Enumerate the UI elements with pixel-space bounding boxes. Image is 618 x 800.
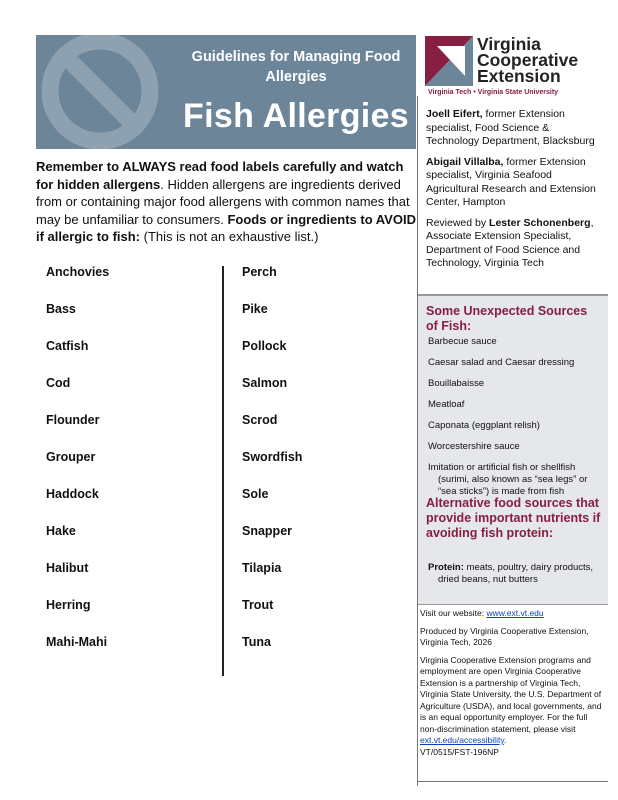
- list-item: Scrod: [242, 413, 278, 427]
- website-link[interactable]: www.ext.vt.edu: [486, 608, 544, 618]
- footer-info: [420, 608, 606, 764]
- reviewer-desc: , Associate Extension Specialist, Department of Food Science and Technology, Virginia Tech: [426, 216, 594, 269]
- list-item: Cod: [46, 376, 71, 390]
- vce-logo: [425, 34, 595, 96]
- list-item: Imitation or artificial fish or shellfish (surimi, also known as “sea legs” or “sea sticks”) is made from fish: [428, 462, 588, 497]
- list-item: Salmon: [242, 376, 288, 390]
- protein-text: meats, poultry, dairy products, dried beans, nut butters: [438, 562, 594, 585]
- author-credits: [426, 108, 602, 278]
- unexpected-sources-box: [418, 294, 608, 605]
- publication-code: VT/0515/FST-196NP: [420, 746, 499, 757]
- list-item: Worcestershire sauce: [428, 441, 520, 452]
- author-desc: former Extension specialist, Virginia Seafood Agricultural Research and Extension Center, Hampton: [426, 155, 596, 208]
- list-item: Swordfish: [242, 450, 303, 464]
- statement-text: Virginia Cooperative Extension programs and employment are open Virginia Cooperative Extension is a partnership of Virginia Tech, Virginia State University, the U.S. Department of Agriculture (USDA), and local governments, and is an equal opportunity employer. For the full non-discrimination statement, please visit: [420, 654, 602, 734]
- list-item: Anchovies: [46, 265, 110, 279]
- list-item: Sole: [242, 487, 269, 501]
- author-1: [426, 108, 602, 149]
- reviewer: [426, 217, 602, 271]
- list-item: Trout: [242, 598, 274, 612]
- author-name: Abigail Villalba,: [426, 155, 504, 168]
- intro-text-1: . Hidden allergens are ingredients derived from or containing major food allergens with common names that may be unfamiliar to consumers.: [36, 176, 410, 227]
- list-item: Tuna: [242, 635, 271, 649]
- fish-list-right: [242, 265, 302, 672]
- statement-end: .: [503, 735, 507, 745]
- intro-bold-1: Remember to ALWAYS read food labels carefully and watch for hidden allergens: [36, 159, 404, 192]
- footer-rule: [418, 781, 608, 782]
- logo-line-1: Virginia: [477, 34, 541, 54]
- reviewer-prefix: Reviewed by: [426, 216, 490, 229]
- banner-subtitle: Guidelines for Managing Food Allergies: [191, 49, 401, 85]
- website-line: [420, 608, 606, 620]
- title-banner: [36, 35, 416, 149]
- list-item: Caesar salad and Caesar dressing: [428, 357, 575, 368]
- list-item: Flounder: [46, 413, 100, 427]
- list-item: Perch: [242, 265, 277, 279]
- list-item: Mahi-Mahi: [46, 635, 108, 649]
- intro-bold-2: Foods or ingredients to AVOID if allergic to fish:: [36, 211, 416, 244]
- author-desc: former Extension specialist, Food Science & Technology Department, Blacksburg: [426, 108, 595, 147]
- author-name: Joell Eifert,: [426, 108, 483, 120]
- list-item: Caponata (eggplant relish): [428, 420, 540, 431]
- page-title: Fish Allergies: [183, 97, 409, 135]
- list-item: Tilapia: [242, 561, 282, 575]
- sources-heading: Some Unexpected Sources of Fish:: [426, 304, 588, 333]
- nondiscrimination-statement: [420, 655, 606, 747]
- list-item: Halibut: [46, 561, 89, 575]
- list-item: Meatloaf: [428, 399, 465, 410]
- list-divider: [222, 266, 224, 676]
- logo-line-3: Extension: [477, 66, 561, 86]
- intro-paragraph: [36, 158, 420, 246]
- alternatives-heading: Alternative food sources that provide important nutrients if avoiding fish protein:: [426, 496, 601, 540]
- sources-list: [428, 336, 598, 507]
- list-item: Bouillabaisse: [428, 378, 484, 389]
- reviewer-name: Lester Schonenberg: [489, 216, 591, 229]
- logo-line-2: Cooperative: [477, 50, 579, 70]
- list-item: Herring: [46, 598, 91, 612]
- prohibition-sign-icon: [38, 35, 168, 149]
- list-item: Catfish: [46, 339, 89, 353]
- logo-mark-icon: [425, 36, 473, 86]
- list-item: Pike: [242, 302, 268, 316]
- list-item: Bass: [46, 302, 76, 316]
- list-item: Snapper: [242, 524, 293, 538]
- produced-by: Produced by Virginia Cooperative Extension, Virginia Tech, 2026: [420, 625, 589, 647]
- list-item: Haddock: [46, 487, 99, 501]
- accessibility-link[interactable]: ext.vt.edu/accessibility: [420, 735, 504, 745]
- logo-tagline: Virginia Tech • Virginia State University: [428, 89, 559, 96]
- fish-list-left: [46, 265, 109, 672]
- list-item: Pollock: [242, 339, 287, 353]
- list-item: Hake: [46, 524, 76, 538]
- website-label: Visit our website:: [420, 608, 487, 618]
- author-2: [426, 156, 602, 210]
- list-item: Grouper: [46, 450, 96, 464]
- protein-label: Protein:: [428, 562, 464, 573]
- intro-text-2: (This is not an exhaustive list.): [140, 229, 319, 244]
- list-item: Barbecue sauce: [428, 336, 497, 347]
- protein-alternatives: [428, 562, 606, 586]
